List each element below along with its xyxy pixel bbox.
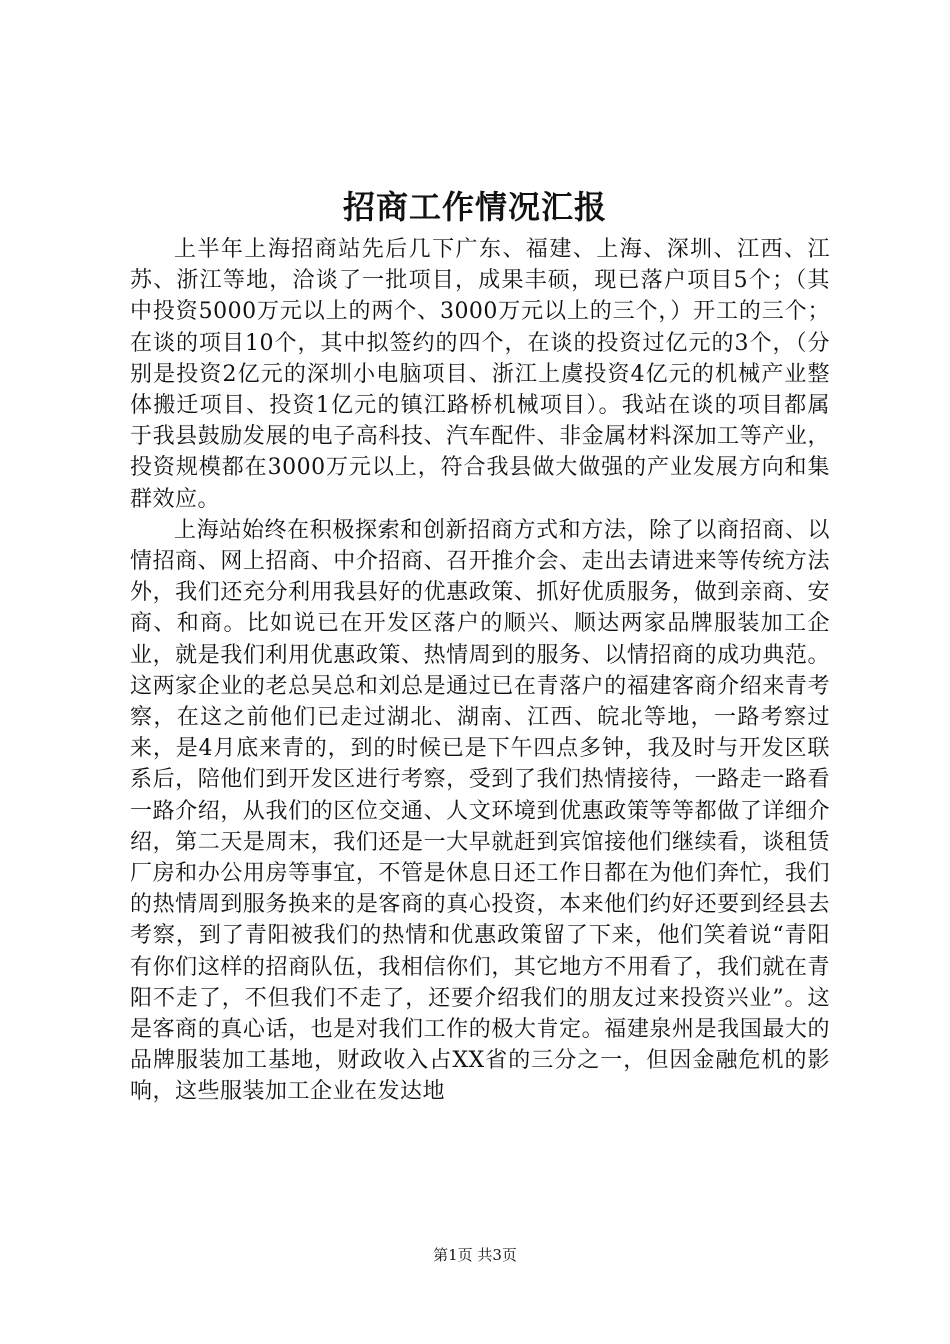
page-footer: 第1页 共3页 — [433, 1246, 517, 1264]
document-title: 招商工作情况汇报 — [342, 188, 607, 226]
paragraph: 上半年上海招商站先后几下广东、福建、上海、深圳、江西、江苏、浙江等地，洽谈了一批项目，成果丰硕，现已落户项目5个；（其中投资5000万元以上的两个、3000万元以上的三个，）开工的三个；在谈的项目10个，其中拟签约的四个，在谈的投资过亿元的3个，（分别是投资2亿元的深圳小电脑项目、浙江上虞投资4亿元的机械产业整体搬迁项目、投资1亿元的镇江路桥机械项目）。我站在谈的项目都属于我县鼓励发展的电子高科技、汽车配件、非金属材料深加工等产业，投资规模都在3000万元以上，符合我县做大做强的产业发展方向和集群效应。 — [130, 237, 830, 512]
document-body — [130, 234, 830, 1108]
paragraph: 上海站始终在积极探索和创新招商方式和方法，除了以商招商、以情招商、网上招商、中介招商、召开推介会、走出去请进来等传统方法外，我们还充分利用我县好的优惠政策、抓好优质服务，做到亲商、安商、和商。比如说已在开发区落户的顺兴、顺达两家品牌服装加工企业，就是我们利用优惠政策、热情周到的服务、以情招商的成功典范。这两家企业的老总吴总和刘总是通过已在青落户的福建客商介绍来青考察，在这之前他们已走过湖北、湖南、江西、皖北等地，一路考察过来，是4月底来青的，到的时候已是下午四点多钟，我及时与开发区联系后，陪他们到开发区进行考察，受到了我们热情接待，一路走一路看一路介绍，从我们的区位交通、人文环境到优惠政策等等都做了详细介绍，第二天是周末，我们还是一大早就赶到宾馆接他们继续看，谈租赁厂房和办公用房等事宜，不管是休息日还工作日都在为他们奔忙，我们的热情周到服务换来的是客商的真心投资，本来他们约好还要到经县去考察，到了青阳被我们的热情和优惠政策留了下来，他们笑着说“青阳有你们这样的招商队伍，我相信你们，其它地方不用看了，我们就在青阳不走了，不但我们不走了，还要介绍我们的朋友过来投资兴业”。这是客商的真心话，也是对我们工作的极大肯定。福建泉州是我国最大的品牌服装加工基地，财政收入占XX省的三分之一，但因金融危机的影响，这些服装加工企业在发达地 — [130, 517, 830, 1105]
